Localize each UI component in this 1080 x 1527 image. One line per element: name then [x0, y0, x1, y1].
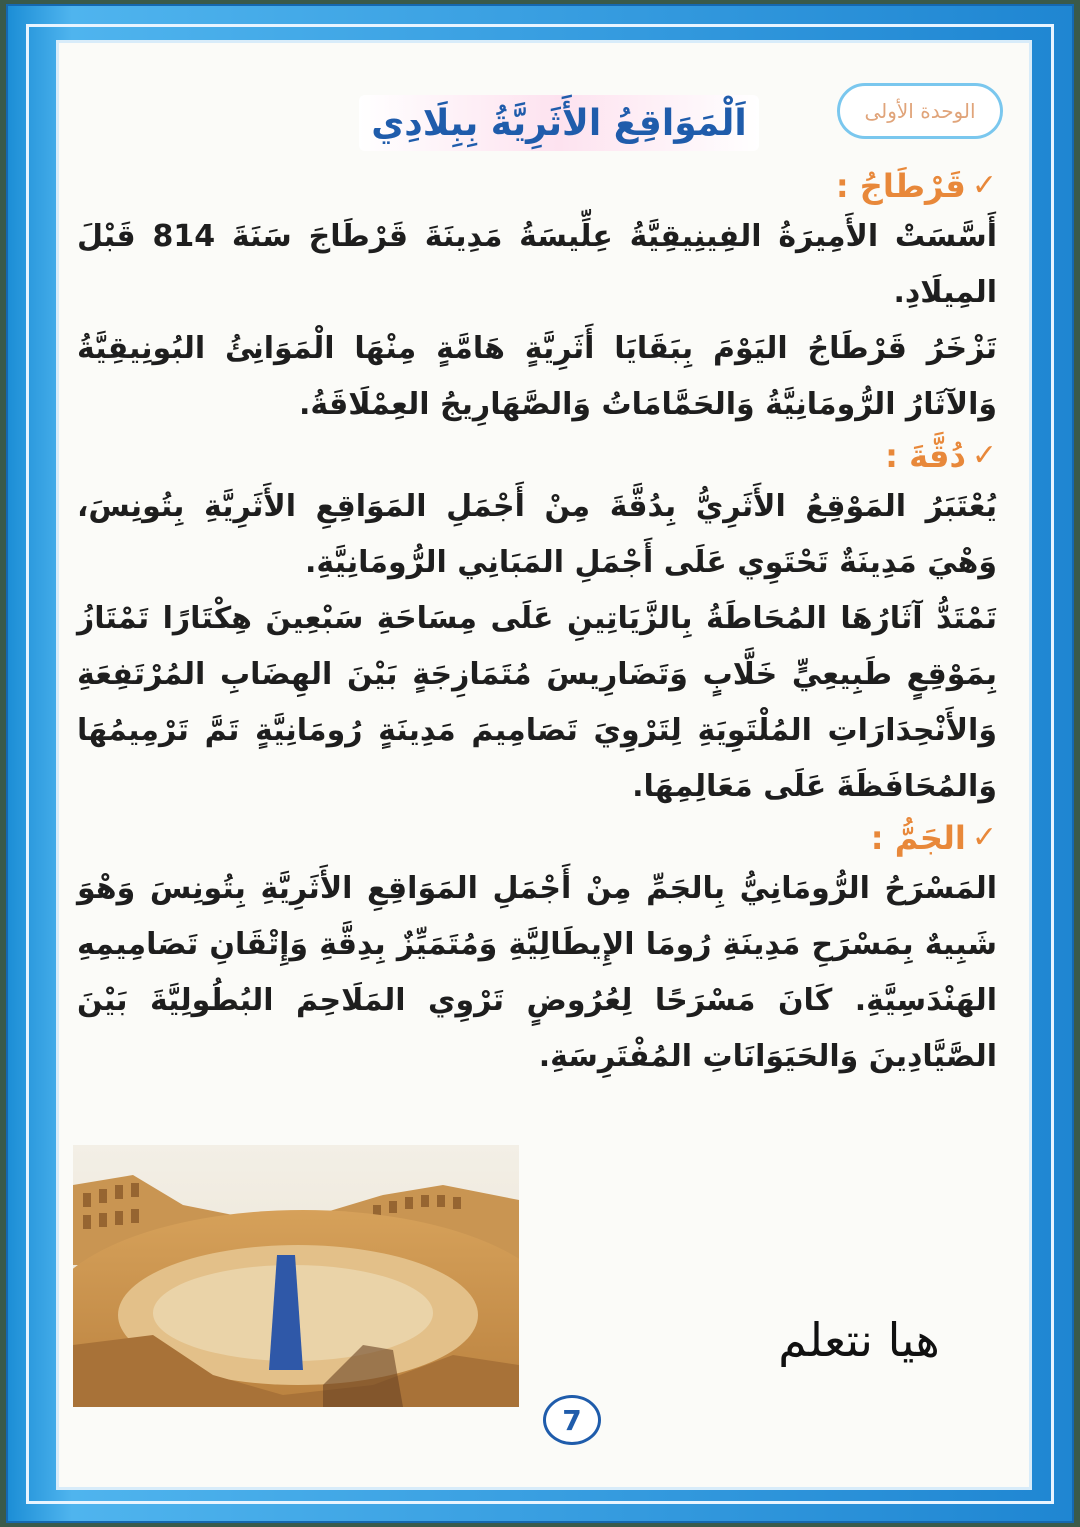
- paragraph: تَزْخَرُ قَرْطَاجُ اليَوْمَ بِبَقَايَا أَثَرِيَّةٍ هَامَّةٍ مِنْهَا الْمَوَانِئُ البُونِيقِيَّةُ وَالآثَارُ الرُّومَانِيَّةُ وَالحَمَّامَاتُ وَالصَّهَارِيجُ العِمْلَاقَةُ.: [77, 331, 997, 422]
- check-icon: ✓: [971, 820, 997, 855]
- unit-label: [837, 83, 1003, 139]
- check-icon: ✓: [971, 438, 997, 473]
- page-title: [359, 95, 759, 151]
- amphitheatre-photo: [73, 1145, 519, 1407]
- paragraph: أَسَّسَتْ الأَمِيرَةُ الفِينِيقِيَّةُ عِلِّيسَةُ مَدِينَةَ قَرْطَاجَ سَنَةَ 814 قَبْلَ المِيلَادِ.: [77, 219, 997, 310]
- unit-label-text: الوحدة الأولى: [864, 99, 976, 123]
- section-heading-dougga: [77, 433, 997, 479]
- page-number-text: 7: [562, 1403, 582, 1437]
- check-icon: ✓: [971, 168, 997, 203]
- book-page: [56, 40, 1032, 1490]
- section-heading-el-jem: [77, 815, 997, 861]
- page-number: [543, 1395, 601, 1445]
- lesson-content: [77, 163, 997, 1085]
- paragraph: يُعْتَبَرُ المَوْقِعُ الأَثَرِيُّ بِدُقَّةَ مِنْ أَجْمَلِ المَوَاقِعِ الأَثَرِيَّةِ بِتُونِسَ، وَهْيَ مَدِينَةٌ تَحْتَوِي عَلَى أَجْمَلِ المَبَانِي الرُّومَانِيَّةِ.: [77, 489, 997, 580]
- section-heading-text: دُقَّةَ :: [885, 437, 966, 475]
- section-heading-carthage: [77, 163, 997, 209]
- section-heading-text: قَرْطَاجُ :: [835, 167, 966, 205]
- paragraph: تَمْتَدُّ آثَارُهَا المُحَاطَةُ بِالزَّيَاتِينِ عَلَى مِسَاحَةِ سَبْعِينَ هِكْتَارًا تَمْتَازُ بِمَوْقِعٍ طَبِيعِيٍّ خَلَّابٍ وَتَضَارِيسَ مُتَمَازِجَةٍ بَيْنَ الهِضَابِ المُرْتَفِعَةِ وَالأَنْحِدَارَاتِ المُلْتَوِيَةِ لِتَرْوِيَ تَصَامِيمَ مَدِينَةٍ رُومَانِيَّةٍ تَمَّ تَرْمِيمُهَا وَالمُحَافَظَةَ عَلَى مَعَالِمِهَا.: [77, 601, 997, 804]
- page-title-text: اَلْمَوَاقِعُ الأَثَرِيَّةُ بِبِلَادِي: [371, 102, 747, 144]
- paragraph: المَسْرَحُ الرُّومَانِيُّ بِالجَمِّ مِنْ أَجْمَلِ المَوَاقِعِ الأَثَرِيَّةِ بِتُونِسَ وَهْوَ شَبِيهٌ بِمَسْرَحِ مَدِينَةِ رُومَا الإِيطَالِيَّةِ وَمُتَمَيِّزٌ بِدِقَّةِ وَإِتْقَانِ تَصَامِيمِهِ الهَنْدَسِيَّةِ. كَانَ مَسْرَحًا لِعُرُوضٍ تَرْوِي المَلَاحِمَ البُطُولِيَّةَ بَيْنَ الصَّيَّادِينَ وَالحَيَوَانَاتِ المُفْتَرِسَةِ.: [77, 871, 997, 1074]
- section-heading-text: الجَمُّ :: [870, 819, 966, 857]
- handwritten-note: هيا نتعلم: [778, 1313, 940, 1367]
